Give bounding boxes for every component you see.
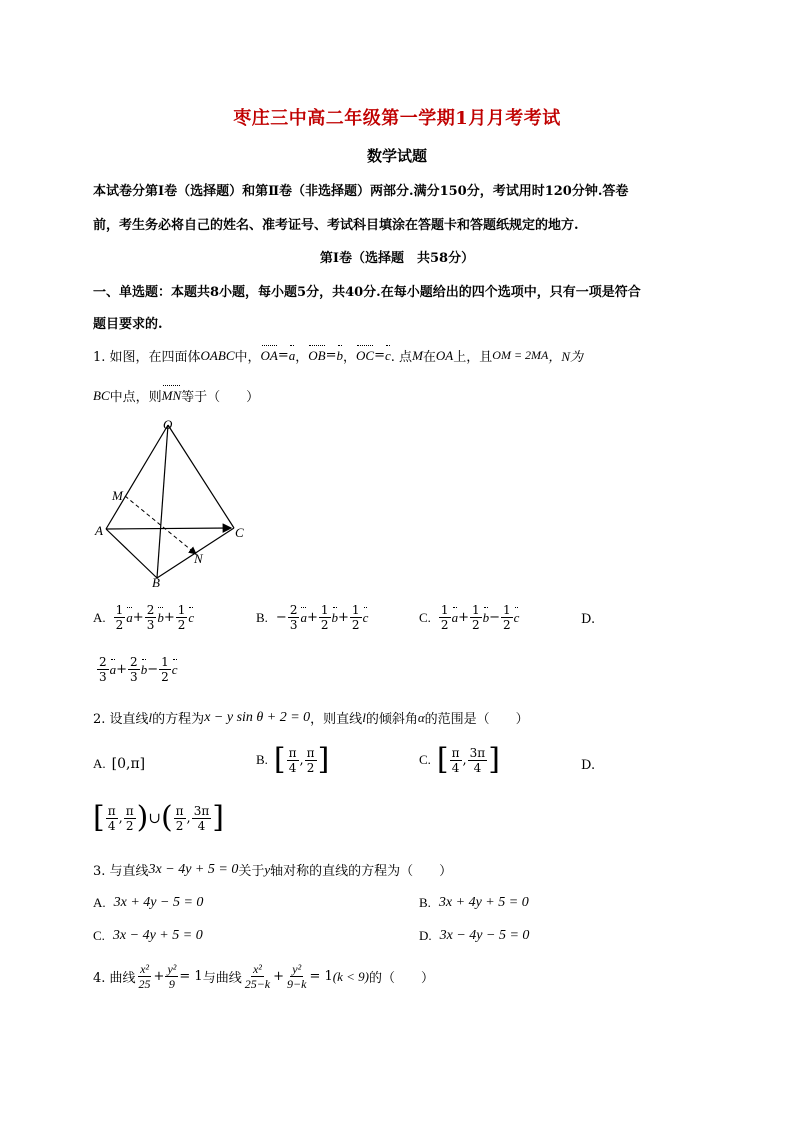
edge-oc xyxy=(168,425,234,528)
q1-option-b[interactable]: B. − $\frac{2}{3}$ a + $\frac{1}{2}$ b + $\frac{1}{2}$ c xyxy=(256,603,369,632)
segment-mn xyxy=(125,496,196,554)
q2-option-c[interactable]: C. [ $\frac{\pi}{4}$ , $\frac{3\pi}{4}$ ] xyxy=(419,742,500,777)
om-eq: OM = 2MA xyxy=(492,348,549,362)
q2-option-d[interactable]: D. xyxy=(581,758,596,773)
q1-line-2: BC 中点，则 MN 等于（ ） xyxy=(93,387,260,405)
q1-option-c[interactable]: C. $\frac{1}{2}$ a + $\frac{1}{2}$ b − $\frac{1}{2}$ c xyxy=(419,603,520,632)
intro-line-1: 本试卷分第Ⅰ卷（选择题）和第Ⅱ卷（非选择题）两部分.满分150分，考试用时120分钟.答卷 xyxy=(93,184,629,199)
q1-option-d-value: $\frac{2}{3}$ a + $\frac{2}{3}$ b − $\frac{1}{2}$ c xyxy=(99,655,178,684)
q3-option-b[interactable]: B. 3x + 4y + 5 = 0 xyxy=(419,895,529,910)
label-b: B xyxy=(152,575,160,590)
q2-equation: x − y sin θ + 2 = 0 xyxy=(204,709,311,725)
vector-oa: OA xyxy=(260,347,278,363)
q2-option-b[interactable]: B. [ $\frac{\pi}{4}$ , $\frac{\pi}{2}$ ] xyxy=(256,742,330,777)
q3-option-c[interactable]: C. 3x − 4y + 5 = 0 xyxy=(93,928,203,943)
q3-option-d[interactable]: D. 3x − 4y − 5 = 0 xyxy=(419,928,530,943)
exam-subtitle: 数学试题 xyxy=(366,147,427,165)
label-c: C xyxy=(235,525,244,540)
edge-ac xyxy=(106,528,231,529)
edge-oa xyxy=(106,425,168,529)
exam-title: 枣庄三中高二年级第一学期1月月考考试 xyxy=(233,108,561,129)
edge-ob xyxy=(157,425,168,578)
q4-stem: 4. 曲线 $\frac{\text{x²}}{25}$ + $\frac{\text{y²}}{9}$ = 1 与曲线 $\frac{\text{x²}}{25-k}$ + $\frac{\text{y²}}{9-k}$ = 1 (k < 9) 的（ ） xyxy=(93,962,434,991)
intro-line-2: 前，考生务必将自己的姓名、准考证号、考试科目填涂在答题卡和答题纸规定的地方. xyxy=(93,218,579,233)
label-a: A xyxy=(95,523,103,538)
label-n: N xyxy=(194,551,203,566)
label-o: O xyxy=(163,417,173,432)
q3-option-a[interactable]: A. 3x + 4y − 5 = 0 xyxy=(93,895,204,910)
q2-stem: 2. 设直线 l 的方程为 x − y sin θ + 2 = 0 ，则直线 l 的倾斜角 α 的范围是（ ） xyxy=(93,709,529,727)
section-instruction-1: 一、单选题：本题共8小题，每小题5分，共40分.在每小题给出的四个选项中，只有一项是符合 xyxy=(93,285,641,300)
section-instruction-2: 题目要求的. xyxy=(93,317,163,332)
q1-option-a[interactable]: A. $\frac{1}{2}$ a + $\frac{2}{3}$ b + $\frac{1}{2}$ c xyxy=(93,603,195,632)
vector-mn: MN xyxy=(161,387,182,403)
q3-stem: 3. 与直线 3x − 4y + 5 = 0 关于 y 轴对称的直线的方程为（ ） xyxy=(93,861,453,879)
tetrahedron-figure xyxy=(90,415,260,590)
q1-line-1: 1. 如图，在四面体 OABC 中， OA = a ， OB = b ， OC = c . 点 M 在 OA 上，且 OM = 2MA ，N为 xyxy=(93,347,584,365)
q2-option-d-value: [ $\frac{\pi}{4}$ , $\frac{\pi}{2}$ ) ∪ ( $\frac{\pi}{2}$ , $\frac{3\pi}{4}$ ] xyxy=(93,800,224,835)
section-heading: 第Ⅰ卷（选择题 共58分） xyxy=(319,251,475,266)
q1-option-d[interactable]: D. xyxy=(581,612,596,627)
vector-oc: OC xyxy=(356,347,375,363)
label-m: M xyxy=(112,488,123,503)
edge-ab xyxy=(106,529,157,578)
q2-option-a[interactable]: A. [0,π] xyxy=(93,756,146,772)
vector-ob: OB xyxy=(308,347,326,363)
